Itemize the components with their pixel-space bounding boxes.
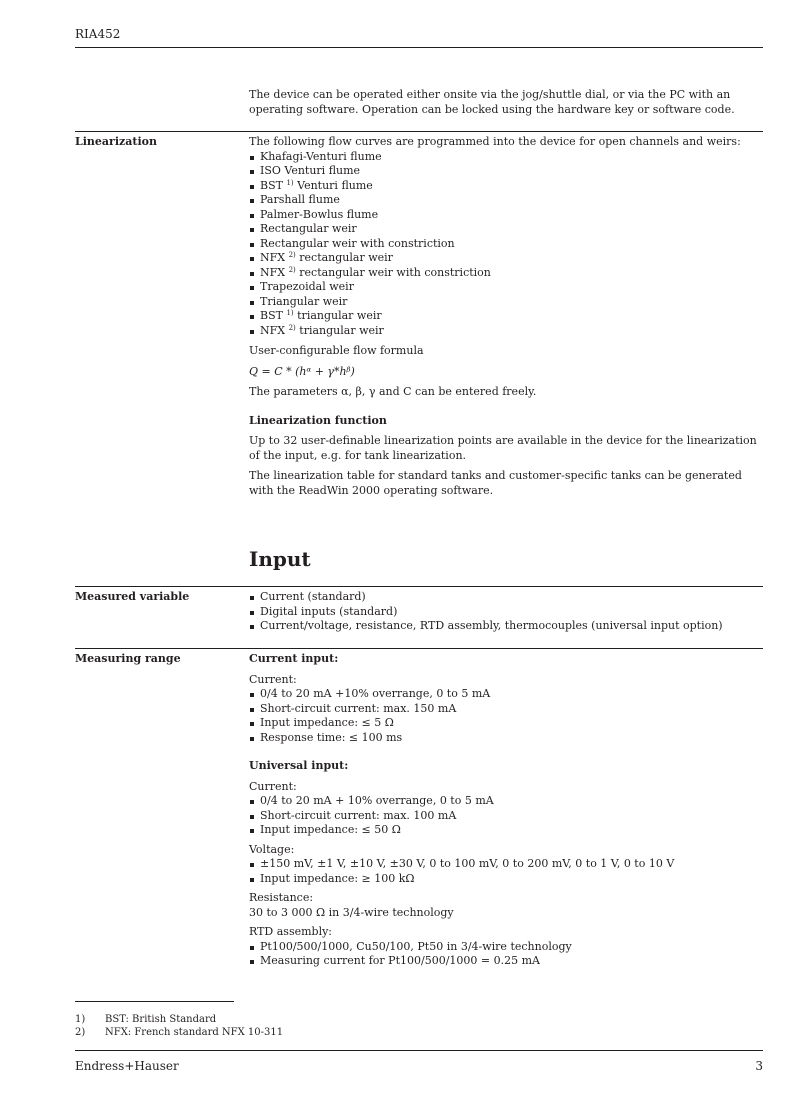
list-item: ±150 mV, ±1 V, ±10 V, ±30 V, 0 to 100 mV, 0 to 200 mV, 0 to 1 V, 0 to 10 V bbox=[249, 857, 763, 872]
flow-curve-text: Palmer-Bowlus flume bbox=[260, 207, 379, 221]
linearization-content bbox=[249, 135, 763, 498]
flow-curve-item bbox=[249, 222, 763, 237]
footnote-divider bbox=[75, 1001, 234, 1002]
flow-curve-list bbox=[249, 150, 763, 339]
list-item: Input impedance: ≤ 5 Ω bbox=[249, 716, 763, 731]
section-divider bbox=[75, 131, 763, 132]
flow-curve-text: triangular weir bbox=[295, 323, 384, 337]
flow-curve-text: Parshall flume bbox=[260, 193, 340, 206]
flow-curve-item bbox=[249, 266, 763, 281]
voltage-label: Voltage: bbox=[249, 842, 295, 856]
flow-curve-text: Rectangular weir with constriction bbox=[260, 236, 455, 250]
footnote-text: NFX: French standard NFX 10-311 bbox=[105, 1027, 284, 1038]
header-divider bbox=[75, 47, 763, 48]
current-input-list bbox=[249, 687, 763, 745]
flow-curve-text: rectangular weir with constriction bbox=[295, 265, 491, 279]
measured-variable-list bbox=[249, 590, 763, 634]
list-item: 0/4 to 20 mA + 10% overrange, 0 to 5 mA bbox=[249, 794, 763, 809]
flow-curve-text: Trapezoidal weir bbox=[260, 280, 354, 293]
list-item: Measuring current for Pt100/500/1000 = 0.25 mA bbox=[249, 954, 763, 969]
list-item: Pt100/500/1000, Cu50/100, Pt50 in 3/4-wire technology bbox=[249, 940, 763, 955]
flow-curve-text: Khafagi-Venturi flume bbox=[260, 149, 382, 163]
footnote-reference: 1) bbox=[286, 309, 294, 317]
list-item: Input impedance: ≤ 50 Ω bbox=[249, 823, 763, 838]
flow-curve-item bbox=[249, 251, 763, 266]
flow-curve-text: NFX bbox=[260, 323, 289, 337]
footnote-2 bbox=[75, 1026, 283, 1039]
list-item: Short-circuit current: max. 100 mA bbox=[249, 809, 763, 824]
flow-curve-item bbox=[249, 193, 763, 208]
footnote-reference: 2) bbox=[288, 323, 296, 332]
flow-curve-text: NFX bbox=[260, 251, 289, 264]
measuring-range-label: Measuring range bbox=[75, 652, 181, 665]
list-item: Digital inputs (standard) bbox=[249, 605, 763, 620]
footnote-reference: 1) bbox=[286, 178, 294, 187]
universal-current-list bbox=[249, 794, 763, 838]
section-divider bbox=[75, 586, 763, 587]
linearization-label: Linearization bbox=[75, 135, 157, 148]
parameters-text: The parameters α, β, γ and C can be entered freely. bbox=[249, 385, 537, 398]
list-item: Current (standard) bbox=[249, 590, 763, 605]
flow-curve-text: Rectangular weir bbox=[260, 222, 357, 235]
flow-curve-item bbox=[249, 280, 763, 295]
resistance-value: 30 to 3 000 Ω in 3/4-wire technology bbox=[249, 905, 454, 919]
flow-curve-item bbox=[249, 179, 763, 194]
flow-curve-item bbox=[249, 164, 763, 179]
section-divider bbox=[75, 648, 763, 649]
list-item: 0/4 to 20 mA +10% overrange, 0 to 5 mA bbox=[249, 687, 763, 702]
document-title: RIA452 bbox=[75, 27, 121, 41]
linearization-intro: The following flow curves are programmed into the device for open channels and weirs: bbox=[249, 135, 741, 148]
footer-divider bbox=[75, 1050, 763, 1051]
list-item: Response time: ≤ 100 ms bbox=[249, 731, 763, 746]
measured-variable-label: Measured variable bbox=[75, 590, 190, 603]
flow-curve-item bbox=[249, 150, 763, 165]
resistance-label: Resistance: bbox=[249, 891, 314, 904]
flow-curve-text: NFX bbox=[260, 265, 289, 279]
linearization-function-p2: The linearization table for standard tanks and customer-specific tanks can be generated with the ReadWin 2000 operating software. bbox=[249, 469, 742, 497]
linearization-function-heading: Linearization function bbox=[249, 413, 387, 427]
list-item: Input impedance: ≥ 100 kΩ bbox=[249, 872, 763, 887]
footnote-number: 1) bbox=[75, 1014, 86, 1025]
flow-curve-text: ISO Venturi flume bbox=[260, 164, 361, 177]
list-item: Current/voltage, resistance, RTD assembly, thermocouples (universal input option) bbox=[249, 619, 763, 634]
footnote-number: 2) bbox=[75, 1027, 86, 1038]
flow-curve-text: Triangular weir bbox=[260, 294, 348, 308]
list-item: Short-circuit current: max. 150 mA bbox=[249, 702, 763, 717]
measuring-range-content bbox=[249, 652, 763, 969]
flow-formula: Q = C * (hᵅ + γ*hᵝ) bbox=[249, 364, 355, 378]
input-section-title: Input bbox=[249, 547, 311, 571]
flow-curve-item bbox=[249, 324, 763, 339]
flow-curve-text: BST bbox=[260, 178, 287, 192]
footnote-reference: 2) bbox=[288, 265, 296, 274]
measured-variable-content bbox=[249, 590, 763, 634]
page-number: 3 bbox=[755, 1059, 763, 1073]
flow-curve-item bbox=[249, 295, 763, 310]
flow-curve-item bbox=[249, 208, 763, 223]
intro-paragraph: The device can be operated either onsite via the jog/shuttle dial, or via the PC with an operating software. Operation can be locked using the hardware key or software code. bbox=[249, 88, 735, 116]
footer-company: Endress+Hauser bbox=[75, 1059, 179, 1073]
flow-curve-text: triangular weir bbox=[293, 309, 382, 322]
footnote-1 bbox=[75, 1013, 216, 1026]
universal-input-heading: Universal input: bbox=[249, 759, 349, 772]
flow-curve-item bbox=[249, 237, 763, 252]
rtd-label: RTD assembly: bbox=[249, 925, 333, 938]
linearization-function-p1: Up to 32 user-definable linearization points are available in the device for the linearization of the input, e.g. for tank linearization. bbox=[249, 434, 757, 462]
flow-curve-text: rectangular weir bbox=[295, 251, 393, 264]
flow-curve-text: Venturi flume bbox=[293, 178, 373, 192]
current-label: Current: bbox=[249, 672, 297, 686]
rtd-list bbox=[249, 940, 763, 969]
footnote-text: BST: British Standard bbox=[105, 1014, 217, 1025]
universal-current-label: Current: bbox=[249, 779, 297, 793]
flow-curve-item bbox=[249, 309, 763, 324]
current-input-heading: Current input: bbox=[249, 652, 339, 665]
voltage-list bbox=[249, 857, 763, 886]
flow-curve-text: BST bbox=[260, 309, 287, 322]
footnote-reference: 2) bbox=[288, 251, 296, 259]
formula-label: User-configurable flow formula bbox=[249, 344, 424, 357]
